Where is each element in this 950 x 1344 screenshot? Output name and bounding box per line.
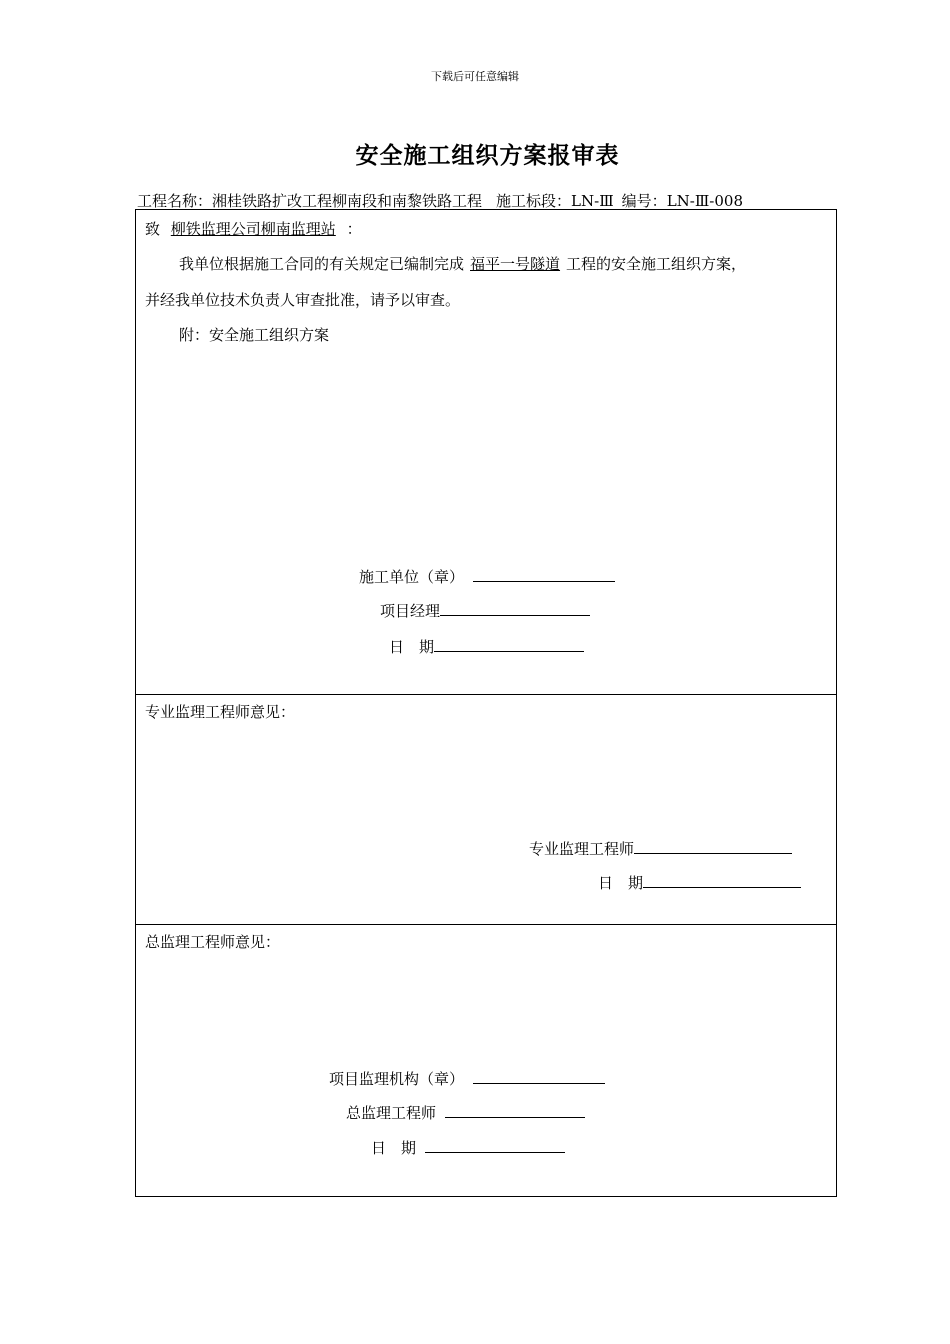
chief-sign-line[interactable] [445,1102,585,1118]
project-name: 湘桂铁路扩改工程柳南段和南黎铁路工程 [212,192,483,210]
engineer-date-line[interactable] [643,872,801,888]
engineer-heading: 专业监理工程师意见： [145,703,296,721]
sign-date-row [389,636,584,657]
sign-date-line[interactable] [434,636,584,652]
chief-date-line[interactable] [425,1137,565,1153]
chief-date-row [371,1137,565,1158]
meta-line [137,190,743,211]
project-field: 福平一号隧道 [470,255,561,273]
org-sign-label: 项目监理机构（章） [329,1070,465,1088]
chief-opinion-section [135,924,837,1197]
chief-heading: 总监理工程师意见： [145,933,281,951]
body-line-1 [179,253,746,274]
number-value: LN-Ⅲ-008 [666,192,744,210]
sign-unit-label: 施工单位（章） [359,568,465,586]
to-prefix: 致 [145,220,161,238]
sign-unit-row [359,566,615,587]
to-suffix: ： [346,220,362,238]
project-name-label: 工程名称： [137,192,213,210]
chief-sign-label: 总监理工程师 [346,1104,437,1122]
org-sign-line[interactable] [473,1068,605,1084]
page-title: 安全施工组织方案报审表 [355,142,620,169]
body-line-2: 并经我单位技术负责人审查批准，请予以审查。 [145,291,461,309]
recipient: 柳铁监理公司柳南监理站 [170,220,336,238]
attachment-line: 附：安全施工组织方案 [179,326,330,344]
number-label: 编号： [621,192,667,210]
sign-manager-label: 项目经理 [380,602,441,620]
chief-sign-row [346,1102,585,1123]
sign-manager-line[interactable] [440,600,590,616]
engineer-sign-row [529,838,792,859]
engineer-sign-line[interactable] [634,838,792,854]
addressee-line [145,218,362,239]
engineer-sign-label: 专业监理工程师 [529,840,635,858]
sign-manager-row [380,600,590,621]
engineer-date-row [598,872,801,893]
section-label: 施工标段： [496,192,572,210]
chief-date-label: 日 期 [371,1139,417,1157]
body-part1: 我单位根据施工合同的有关规定已编制完成 [179,255,465,273]
sign-unit-line[interactable] [473,566,615,582]
header-note: 下载后可任意编辑 [431,70,519,83]
sign-date-label: 日 期 [389,638,435,656]
org-sign-row [329,1068,605,1089]
engineer-opinion-section [135,694,837,925]
submission-section [135,209,837,695]
section-value: LN-Ⅲ [571,192,614,210]
body-part2: 工程的安全施工组织方案， [566,255,747,273]
engineer-date-label: 日 期 [598,874,644,892]
